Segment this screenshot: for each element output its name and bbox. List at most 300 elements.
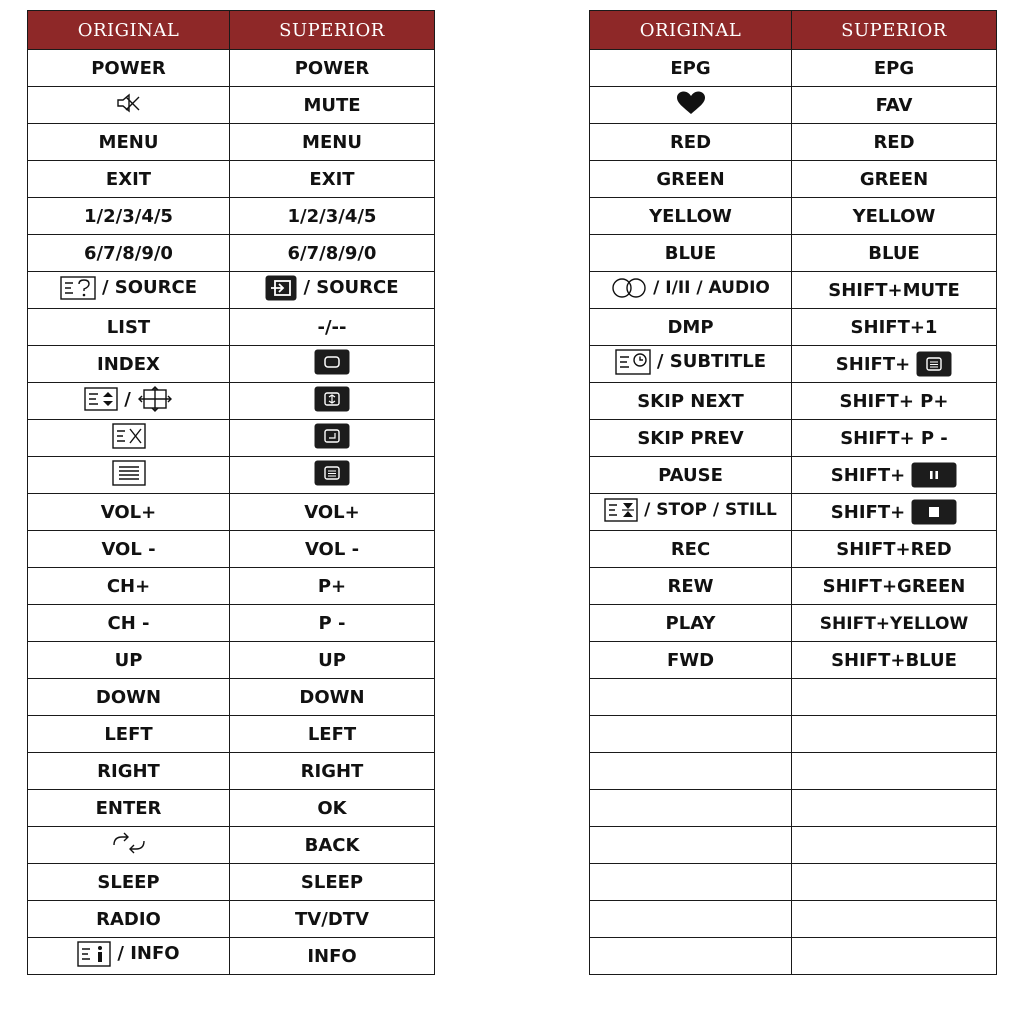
- text-key-icon: [314, 460, 350, 486]
- superior-cell-label: VOL+: [304, 501, 360, 523]
- table-row: [28, 235, 435, 272]
- table-row: [28, 198, 435, 235]
- original-cell: [28, 642, 230, 679]
- superior-cell-label: 6/7/8/9/0: [287, 242, 377, 264]
- superior-cell-label: POWER: [294, 57, 370, 79]
- superior-cell-content: [319, 613, 346, 634]
- table-row: [28, 420, 435, 457]
- original-cell-content: [99, 132, 159, 153]
- expand-key-icon: [314, 386, 350, 412]
- superior-cell-content: [860, 169, 928, 190]
- table-row: [28, 309, 435, 346]
- superior-cell: [230, 346, 435, 383]
- table-row: [590, 309, 997, 346]
- original-cell-content: [112, 423, 146, 449]
- original-cell-content: [106, 169, 151, 190]
- table-row: [590, 642, 997, 679]
- original-cell: [590, 531, 792, 568]
- superior-cell: [230, 87, 435, 124]
- superior-cell: [230, 50, 435, 87]
- original-cell-label: RADIO: [96, 908, 161, 930]
- superior-cell: [792, 50, 997, 87]
- superior-cell: [230, 864, 435, 901]
- original-cell: [28, 420, 230, 457]
- table-row: [28, 864, 435, 901]
- original-cell: [28, 50, 230, 87]
- original-cell-label: LIST: [106, 316, 151, 338]
- original-cell: [590, 790, 792, 827]
- original-cell: [590, 309, 792, 346]
- original-cell: [28, 605, 230, 642]
- superior-cell: [230, 901, 435, 938]
- superior-cell-label: RED: [873, 131, 915, 153]
- table-row: [590, 457, 997, 494]
- original-cell-content: [107, 317, 150, 338]
- table-row: [590, 420, 997, 457]
- table-row: [28, 457, 435, 494]
- table-row: [28, 827, 435, 864]
- header-original: ORIGINAL: [28, 11, 230, 50]
- superior-cell-content: [318, 576, 346, 597]
- original-cell: [28, 309, 230, 346]
- original-cell-content: [84, 386, 173, 412]
- superior-cell-content: [299, 687, 364, 708]
- original-cell: [590, 827, 792, 864]
- superior-cell-content: [314, 349, 350, 375]
- original-cell-label: UP: [114, 649, 143, 671]
- superior-cell-label: -/--: [317, 316, 347, 338]
- superior-cell-content: [840, 428, 948, 449]
- superior-cell-content: [295, 909, 369, 930]
- superior-cell-content: [314, 423, 350, 449]
- superior-cell-label: SHIFT+YELLOW: [819, 613, 969, 634]
- superior-cell-content: [303, 95, 360, 116]
- superior-cell: [792, 124, 997, 161]
- mute-icon: [114, 92, 144, 114]
- superior-cell: [792, 605, 997, 642]
- original-cell: [590, 642, 792, 679]
- original-cell-content: [101, 502, 156, 523]
- table-row: [28, 494, 435, 531]
- superior-cell: [230, 679, 435, 716]
- superior-cell-content: [874, 58, 914, 79]
- original-cell: [28, 679, 230, 716]
- original-cell: [28, 383, 230, 420]
- original-cell-content: [60, 276, 197, 300]
- original-cell-content: [637, 391, 744, 412]
- original-cell: [590, 346, 792, 383]
- original-cell-content: [611, 277, 770, 299]
- heart-icon: [675, 90, 707, 116]
- table-row: [28, 87, 435, 124]
- original-cell-label: EPG: [670, 57, 711, 79]
- superior-cell: [792, 494, 997, 531]
- header-row: [590, 11, 997, 50]
- superior-cell-label: SHIFT+: [830, 501, 906, 523]
- superior-cell: [792, 87, 997, 124]
- superior-cell: [230, 716, 435, 753]
- superior-cell: [792, 457, 997, 494]
- original-cell: [28, 272, 230, 309]
- original-cell: [28, 938, 230, 975]
- original-cell-label: GREEN: [656, 168, 725, 190]
- superior-cell: [230, 124, 435, 161]
- superior-cell-label: SHIFT+MUTE: [828, 279, 960, 301]
- info-icon: [77, 941, 111, 967]
- superior-cell-content: [305, 539, 359, 560]
- original-cell-label: CH+: [106, 575, 151, 597]
- original-cell-label: SKIP PREV: [637, 427, 744, 449]
- table-row: [590, 87, 997, 124]
- original-cell-content: [667, 317, 713, 338]
- superior-cell-label: SHIFT+ P+: [839, 390, 949, 412]
- superior-cell-label: FAV: [875, 94, 913, 116]
- original-cell-label: REW: [667, 575, 714, 597]
- table-row: [590, 716, 997, 753]
- original-cell-content: [667, 576, 713, 597]
- superior-cell-content: [301, 761, 364, 782]
- original-cell: [28, 87, 230, 124]
- superior-cell-content: [831, 499, 957, 525]
- superior-cell-content: [840, 391, 949, 412]
- original-cell-label: DMP: [667, 316, 714, 338]
- original-cell-content: [96, 687, 161, 708]
- table-row: [28, 716, 435, 753]
- original-cell-label: RED: [669, 131, 712, 153]
- original-cell-content: [649, 206, 732, 227]
- header-superior: SUPERIOR: [230, 11, 435, 50]
- original-cell-content: [665, 243, 716, 264]
- original-cell-label: VOL+: [100, 501, 157, 523]
- superior-cell-label: EPG: [873, 57, 915, 79]
- original-cell-label: FWD: [666, 649, 715, 671]
- original-cell-label: CH -: [107, 612, 150, 634]
- size-icon: [84, 387, 118, 411]
- table-row: [590, 790, 997, 827]
- original-cell: [590, 124, 792, 161]
- superior-cell-content: [868, 243, 919, 264]
- original-cell-content: [84, 206, 173, 227]
- original-cell-content: [114, 92, 144, 114]
- superior-cell-content: [318, 317, 347, 338]
- superior-cell: [230, 198, 435, 235]
- superior-cell: [792, 790, 997, 827]
- original-cell: [590, 235, 792, 272]
- table-row: [28, 642, 435, 679]
- original-cell-content: [97, 354, 160, 375]
- superior-cell: [230, 383, 435, 420]
- original-cell-label: DOWN: [95, 686, 162, 708]
- original-cell: [28, 161, 230, 198]
- original-cell: [28, 124, 230, 161]
- superior-cell: [792, 420, 997, 457]
- superior-cell: [792, 827, 997, 864]
- table-row: [590, 827, 997, 864]
- original-cell-label: PAUSE: [658, 464, 723, 486]
- original-cell-label: POWER: [91, 57, 166, 79]
- superior-cell-label: P -: [318, 612, 346, 634]
- original-cell-content: [96, 909, 161, 930]
- superior-cell: [230, 494, 435, 531]
- original-cell-label: REC: [670, 538, 711, 560]
- table-row: [28, 605, 435, 642]
- superior-cell-label: SHIFT+: [835, 353, 911, 375]
- superior-cell: [230, 235, 435, 272]
- superior-cell: [792, 346, 997, 383]
- superior-cell-content: [314, 460, 350, 486]
- hold-icon: [604, 498, 638, 522]
- superior-cell: [230, 827, 435, 864]
- original-cell-content: [96, 798, 162, 819]
- superior-cell-content: [318, 650, 346, 671]
- original-cell-content: [671, 539, 710, 560]
- table-row: [590, 198, 997, 235]
- superior-cell: [230, 790, 435, 827]
- original-cell-label: / I/II / AUDIO: [653, 277, 770, 298]
- original-cell-content: [107, 576, 150, 597]
- original-cell-content: [84, 243, 173, 264]
- superior-cell-content: [288, 206, 377, 227]
- superior-cell: [230, 161, 435, 198]
- original-cell-label: INDEX: [97, 353, 160, 375]
- original-cell: [590, 457, 792, 494]
- superior-cell: [792, 272, 997, 309]
- table-row: [590, 568, 997, 605]
- superior-cell-label: EXIT: [309, 168, 355, 190]
- original-cell-content: [667, 650, 714, 671]
- superior-cell: [230, 938, 435, 975]
- superior-cell-label: SHIFT+ P -: [840, 427, 948, 449]
- original-cell-label: 1/2/3/4/5: [84, 205, 173, 227]
- original-cell: [590, 87, 792, 124]
- original-cell-content: [107, 613, 149, 634]
- superior-cell-label: TV/DTV: [295, 908, 369, 930]
- original-cell-content: [656, 169, 724, 190]
- table-row: [28, 272, 435, 309]
- original-cell-content: [604, 498, 777, 522]
- original-cell: [590, 753, 792, 790]
- superior-cell: [792, 679, 997, 716]
- table-row: [28, 568, 435, 605]
- original-cell: [28, 198, 230, 235]
- original-cell: [590, 716, 792, 753]
- superior-cell: [792, 716, 997, 753]
- superior-cell: [230, 309, 435, 346]
- original-cell: [590, 605, 792, 642]
- original-cell-content: [615, 349, 766, 375]
- superior-cell-label: BACK: [304, 834, 360, 856]
- original-cell-label: RIGHT: [97, 760, 160, 782]
- original-cell-label: / INFO: [117, 943, 180, 964]
- original-cell-content: [112, 460, 146, 486]
- original-cell: [28, 864, 230, 901]
- superior-cell-label: SHIFT+1: [850, 316, 938, 338]
- original-cell: [590, 938, 792, 975]
- superior-cell-label: YELLOW: [852, 205, 936, 227]
- superior-cell-label: P+: [317, 575, 347, 597]
- original-cell-label: / SUBTITLE: [656, 351, 767, 372]
- superior-cell: [792, 531, 997, 568]
- superior-cell-label: SHIFT+GREEN: [822, 575, 966, 597]
- original-cell-content: [670, 58, 710, 79]
- superior-cell-content: [831, 650, 957, 671]
- original-cell-content: [115, 650, 143, 671]
- original-cell-content: [104, 724, 152, 745]
- superior-cell-content: [876, 95, 913, 116]
- superior-cell-content: [851, 317, 938, 338]
- table-row: [590, 531, 997, 568]
- superior-cell-label: VOL -: [304, 538, 360, 560]
- original-cell-label: /: [124, 388, 131, 410]
- superior-cell-label: SHIFT+RED: [836, 538, 952, 560]
- original-cell: [28, 235, 230, 272]
- superior-cell-label: GREEN: [859, 168, 929, 190]
- original-cell: [28, 457, 230, 494]
- original-cell: [590, 494, 792, 531]
- table-row: [590, 864, 997, 901]
- original-cell: [28, 531, 230, 568]
- original-cell: [590, 420, 792, 457]
- original-cell-label: BLUE: [664, 242, 717, 264]
- original-cell-label: ENTER: [95, 797, 162, 819]
- superior-cell-content: [873, 132, 914, 153]
- superior-cell-label: SHIFT+: [830, 464, 906, 486]
- table-row: [590, 753, 997, 790]
- superior-cell: [792, 938, 997, 975]
- superior-cell-content: [314, 386, 350, 412]
- table-row: [590, 161, 997, 198]
- original-cell-content: [97, 761, 160, 782]
- table-row: [590, 383, 997, 420]
- original-cell-label: SKIP NEXT: [637, 390, 744, 412]
- table-row: [590, 50, 997, 87]
- superior-cell: [792, 864, 997, 901]
- dual-audio-icon: [611, 277, 647, 299]
- superior-cell-label: SLEEP: [300, 871, 364, 893]
- original-cell: [28, 716, 230, 753]
- original-cell: [28, 901, 230, 938]
- return-key-icon: [314, 423, 350, 449]
- source-help-icon: [60, 276, 96, 300]
- left-mapping-table: [27, 10, 435, 975]
- move-icon: [137, 386, 173, 412]
- original-cell: [28, 753, 230, 790]
- table-row: [590, 605, 997, 642]
- table-row: [590, 901, 997, 938]
- superior-cell-content: [295, 58, 370, 79]
- superior-cell: [792, 309, 997, 346]
- superior-cell: [230, 457, 435, 494]
- superior-cell-label: SHIFT+BLUE: [831, 649, 957, 671]
- original-cell: [28, 346, 230, 383]
- original-cell-label: 6/7/8/9/0: [84, 242, 173, 264]
- superior-cell-content: [831, 462, 957, 488]
- original-cell-label: EXIT: [105, 168, 152, 190]
- original-cell: [28, 494, 230, 531]
- table-row: [28, 679, 435, 716]
- original-cell-label: / STOP / STILL: [644, 499, 777, 520]
- table-row: [590, 346, 997, 383]
- superior-cell-label: OK: [317, 797, 347, 819]
- original-cell-content: [658, 465, 723, 486]
- superior-cell-content: [302, 132, 362, 153]
- original-cell-label: / SOURCE: [101, 277, 198, 298]
- original-cell-label: PLAY: [665, 612, 716, 634]
- superior-cell-content: [820, 614, 968, 634]
- original-cell: [590, 50, 792, 87]
- table-row: [590, 235, 997, 272]
- original-cell: [590, 568, 792, 605]
- superior-cell-label: INFO: [307, 945, 357, 967]
- superior-cell-content: [836, 351, 952, 377]
- table-row: [28, 753, 435, 790]
- original-cell-content: [666, 613, 716, 634]
- back-arrows-icon: [108, 831, 150, 855]
- original-cell-content: [670, 132, 711, 153]
- original-cell-label: SLEEP: [97, 871, 160, 893]
- original-cell: [590, 901, 792, 938]
- text-list-icon: [112, 460, 146, 486]
- superior-cell-label: DOWN: [299, 686, 365, 708]
- superior-cell-content: [317, 798, 346, 819]
- original-cell-content: [91, 58, 166, 79]
- original-cell: [590, 161, 792, 198]
- text-cancel-icon: [112, 423, 146, 449]
- superior-cell: [230, 642, 435, 679]
- table-row: [28, 531, 435, 568]
- superior-cell-label: RIGHT: [300, 760, 364, 782]
- superior-cell-label: LEFT: [307, 723, 357, 745]
- superior-cell-label: 1/2/3/4/5: [287, 205, 377, 227]
- table-row: [28, 50, 435, 87]
- original-cell: [590, 679, 792, 716]
- superior-cell: [792, 753, 997, 790]
- original-cell-content: [637, 428, 743, 449]
- table-row: [28, 383, 435, 420]
- header-row: [28, 11, 435, 50]
- superior-cell: [230, 420, 435, 457]
- superior-cell-content: [308, 724, 356, 745]
- table-row: [28, 161, 435, 198]
- subtitle-clock-icon: [615, 349, 651, 375]
- superior-cell-content: [265, 275, 398, 301]
- superior-cell: [230, 753, 435, 790]
- superior-cell-content: [307, 946, 356, 967]
- original-cell-label: MENU: [98, 131, 159, 153]
- original-cell: [28, 568, 230, 605]
- table-row: [590, 272, 997, 309]
- header-superior: SUPERIOR: [792, 11, 997, 50]
- table-row: [590, 679, 997, 716]
- table-row: [590, 494, 997, 531]
- superior-cell-label: / SOURCE: [303, 277, 399, 298]
- original-cell-content: [108, 831, 150, 855]
- superior-cell: [792, 642, 997, 679]
- superior-cell-label: BLUE: [868, 242, 920, 264]
- superior-cell-content: [853, 206, 936, 227]
- superior-cell-label: MENU: [302, 131, 362, 153]
- original-cell: [28, 790, 230, 827]
- superior-cell-content: [305, 835, 360, 856]
- table-row: [28, 124, 435, 161]
- table-row: [28, 346, 435, 383]
- right-mapping-table: [589, 10, 997, 975]
- superior-cell: [792, 198, 997, 235]
- table-row: [28, 938, 435, 975]
- original-cell: [590, 272, 792, 309]
- superior-cell: [230, 531, 435, 568]
- original-cell-content: [675, 90, 707, 116]
